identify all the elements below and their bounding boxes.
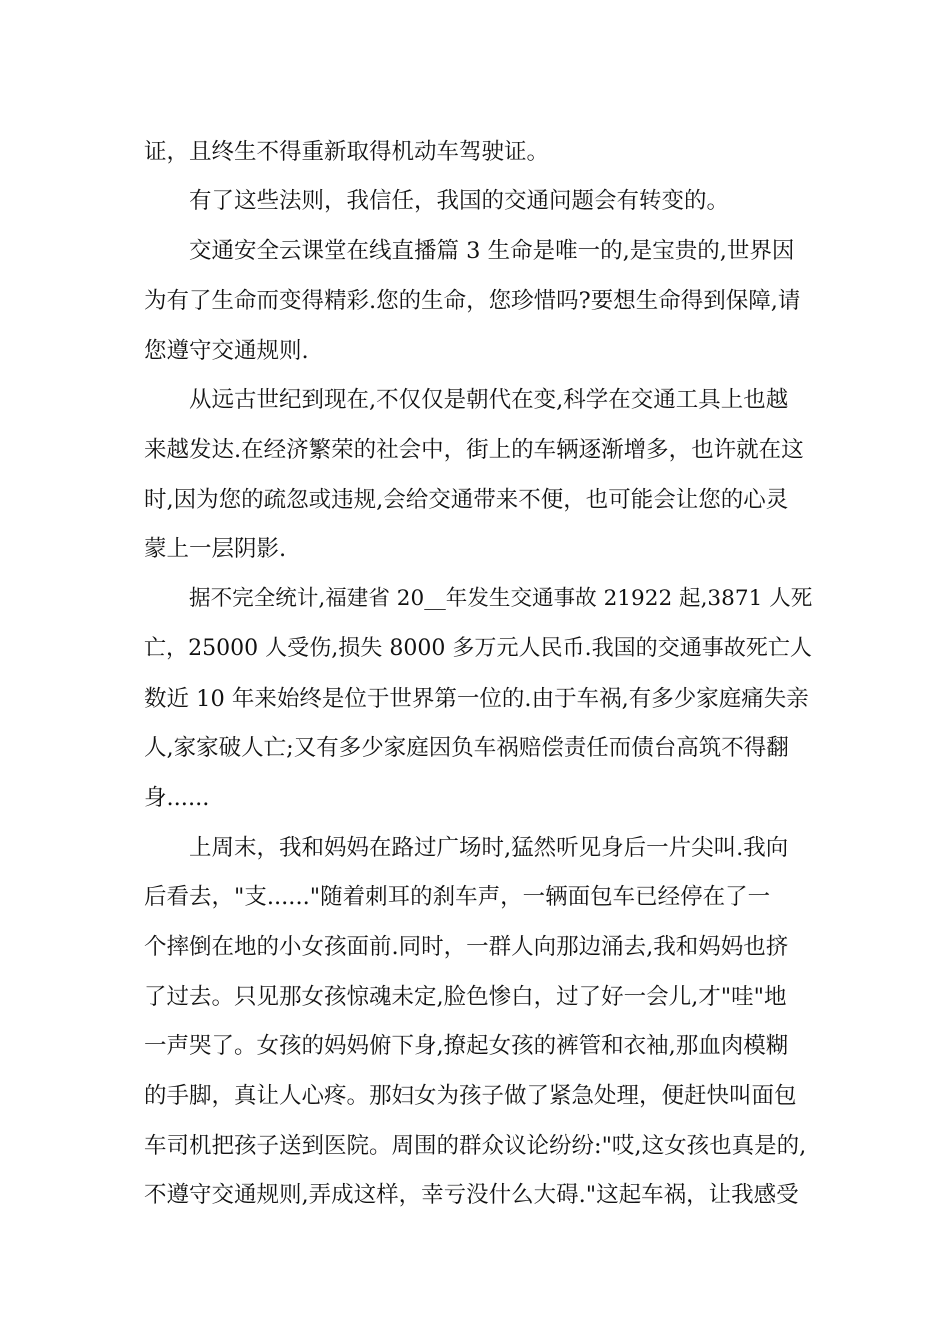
text-line: 为有了生命而变得精彩.您的生命，您珍惜吗?要想生命得到保障,请: [144, 288, 801, 314]
text-line: 亡，25000 人受伤,损失 8000 多万元人民币.我国的交通事故死亡人: [144, 636, 812, 661]
text-line: 时,因为您的疏忽或违规,会给交通带来不便，也可能会让您的心灵: [144, 487, 789, 513]
text-line: 不遵守交通规则,弄成这样，幸亏没什么大碍."这起车祸，让我感受: [144, 1182, 799, 1208]
text-line: 来越发达.在经济繁荣的社会中，街上的车辆逐渐增多，也许就在这: [144, 437, 804, 463]
text-line: 人,家家破人亡;又有多少家庭因负车祸赔偿责任而债台高筑不得翻: [144, 735, 789, 761]
text-line: 的手脚，真让人心疼。那妇女为孩子做了紧急处理，便赶快叫面包: [144, 1083, 797, 1109]
text-line: 身......: [144, 785, 210, 811]
text-line: 一声哭了。女孩的妈妈俯下身,撩起女孩的裤管和衣袖,那血肉模糊: [144, 1033, 789, 1059]
text-line: 车司机把孩子送到医院。周围的群众议论纷纷:"哎,这女孩也真是的,: [144, 1133, 807, 1159]
paragraph-first-line: 据不完全统计,福建省 20__年发生交通事故 21922 起,3871 人死: [189, 586, 813, 611]
paragraph-first-line: 有了这些法则，我信任，我国的交通问题会有转变的。: [189, 188, 730, 214]
text-line: 证，且终生不得重新取得机动车驾驶证。: [144, 139, 550, 165]
text-line: 后看去，"支......"随着刺耳的刹车声，一辆面包车已经停在了一: [144, 884, 771, 910]
paragraph-first-line: 交通安全云课堂在线直播篇 3 生命是唯一的,是宝贵的,世界因: [189, 238, 795, 264]
text-line: 蒙上一层阴影.: [144, 536, 287, 562]
text-line: 数近 10 年来始终是位于世界第一位的.由于车祸,有多少家庭痛失亲: [144, 686, 809, 712]
text-line: 了过去。只见那女孩惊魂未定,脸色惨白，过了好一会儿,才"哇"地: [144, 984, 787, 1010]
text-line: 个摔倒在地的小女孩面前.同时，一群人向那边涌去,我和妈妈也挤: [144, 934, 789, 960]
paragraph-first-line: 从远古世纪到现在,不仅仅是朝代在变,科学在交通工具上也越: [189, 387, 789, 413]
paragraph-first-line: 上周末，我和妈妈在路过广场时,猛然听见身后一片尖叫.我向: [189, 835, 789, 861]
text-line: 您遵守交通规则.: [144, 338, 309, 364]
